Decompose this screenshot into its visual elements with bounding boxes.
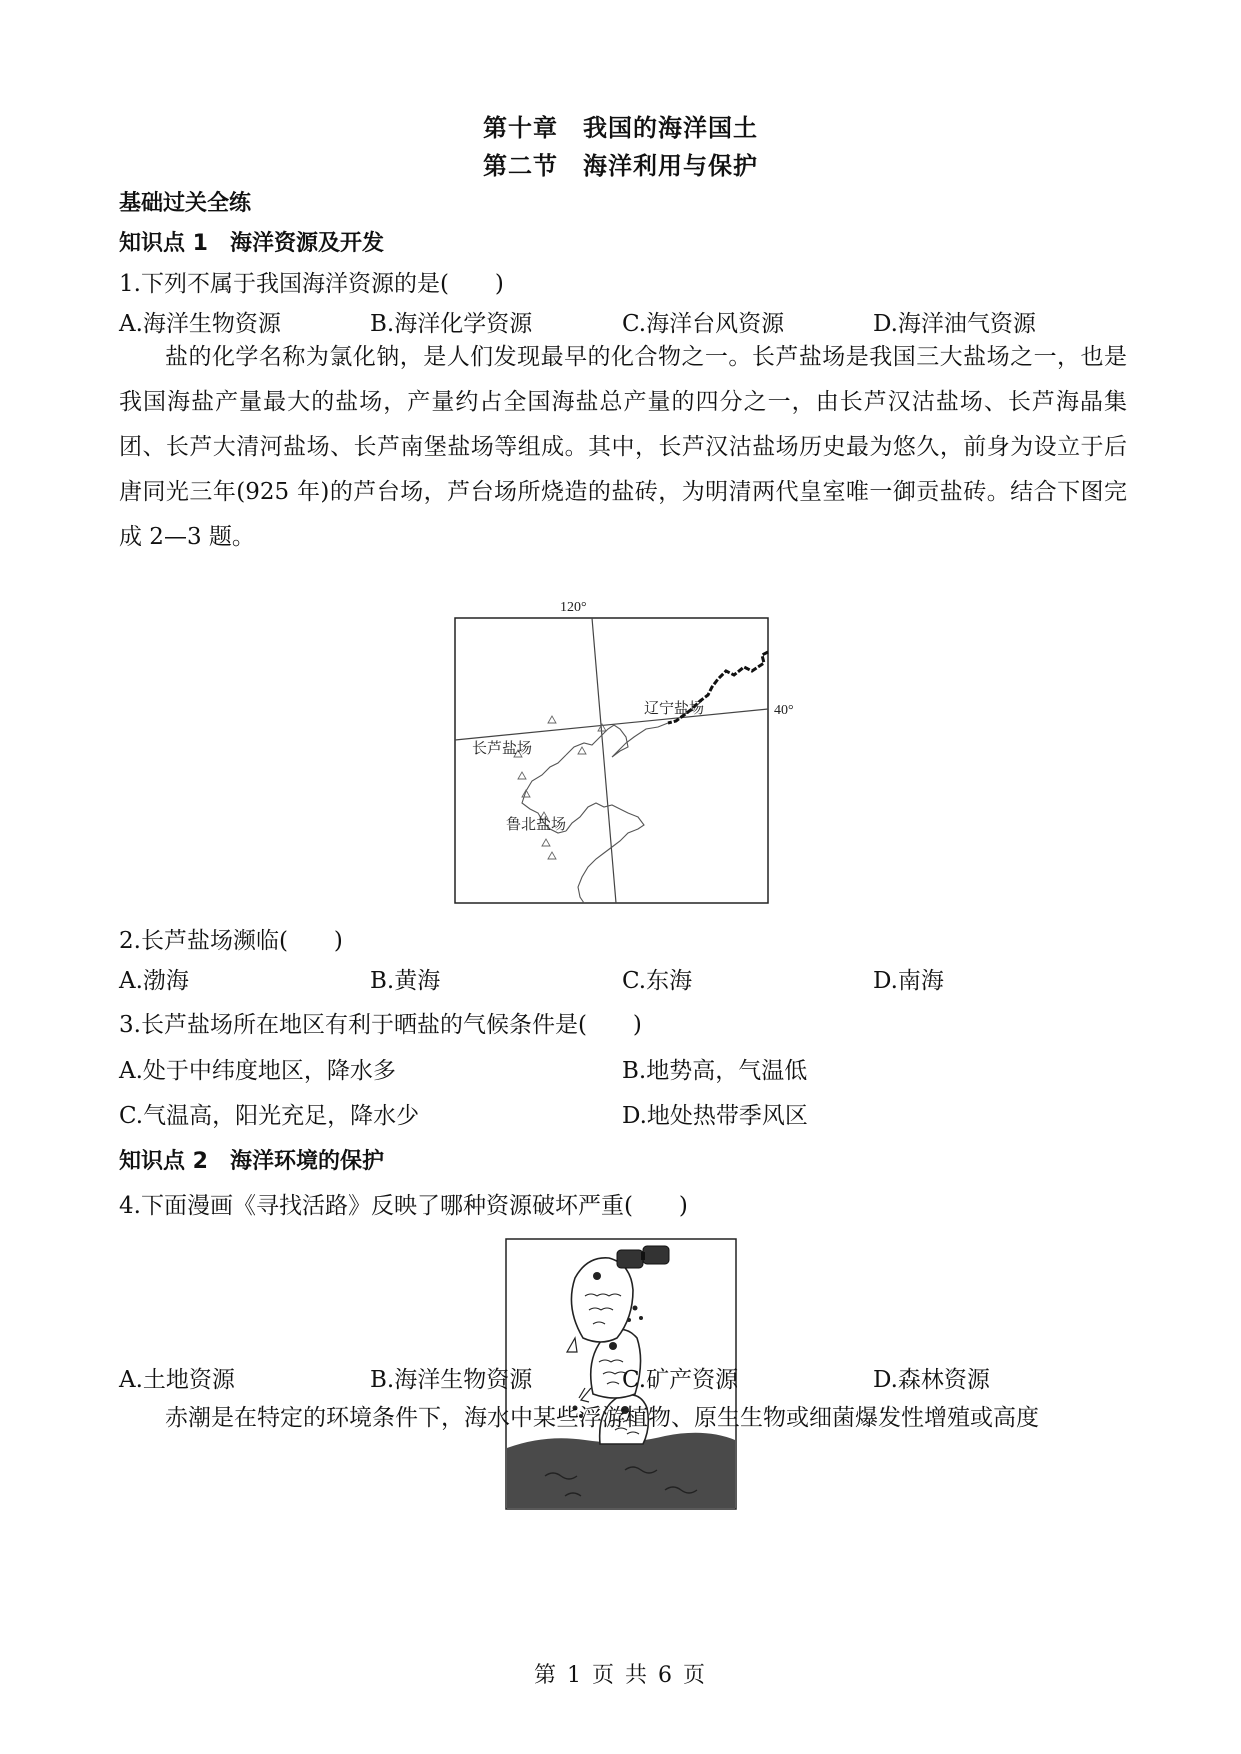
question-4-option-a: A.土地资源 <box>119 1367 235 1393</box>
question-2-stem: 2.长芦盐场濒临( ) <box>119 928 343 954</box>
question-1-option-b: B.海洋化学资源 <box>370 311 533 337</box>
question-2-option-d: D.南海 <box>873 968 944 994</box>
latitude-label: 40° <box>774 703 794 718</box>
question-2-option-c: C.东海 <box>622 968 693 994</box>
knowledge-point-1: 知识点 1 海洋资源及开发 <box>119 231 384 256</box>
question-3-option-a: A.处于中纬度地区，降水多 <box>119 1058 396 1084</box>
question-4-option-b: B.海洋生物资源 <box>370 1367 533 1393</box>
page-footer: 第 1 页 共 6 页 <box>534 1663 707 1688</box>
chapter-title: 第十章 我国的海洋国土 <box>483 114 758 142</box>
question-3-option-d: D.地处热带季风区 <box>622 1103 808 1129</box>
map-label-changlu: 长芦盐场 <box>472 739 533 757</box>
question-1-option-d: D.海洋油气资源 <box>873 311 1036 337</box>
map-frame <box>455 618 768 903</box>
knowledge-point-2: 知识点 2 海洋环境的保护 <box>119 1149 384 1174</box>
practice-title: 基础过关全练 <box>119 191 252 216</box>
question-2-option-b: B.黄海 <box>370 968 441 994</box>
question-4-option-c: C.矿产资源 <box>622 1367 739 1393</box>
question-4-option-d: D.森林资源 <box>873 1367 990 1393</box>
question-4-stem: 4.下面漫画《寻找活路》反映了哪种资源破坏严重( ) <box>119 1193 688 1219</box>
passage-red-tide: 赤潮是在特定的环境条件下，海水中某些浮游植物、原生生物或细菌爆发性增殖或高度 <box>165 1405 1039 1431</box>
question-1-option-c: C.海洋台风资源 <box>622 311 785 337</box>
section-title: 第二节 海洋利用与保护 <box>483 152 758 180</box>
salt-field-map <box>430 597 800 907</box>
question-3-option-b: B.地势高，气温低 <box>622 1058 808 1084</box>
question-1-option-a: A.海洋生物资源 <box>119 311 281 337</box>
longitude-label: 120° <box>560 600 587 615</box>
question-3-stem: 3.长芦盐场所在地区有利于晒盐的气候条件是( ) <box>119 1012 642 1038</box>
question-2-option-a: A.渤海 <box>119 968 189 994</box>
passage-salt-field: 盐的化学名称为氯化钠，是人们发现最早的化合物之一。长芦盐场是我国三大盐场之一，也是我国海盐产量最大的盐场，产量约占全国海盐总产量的四分之一，由长芦汉沽盐场、长芦海晶集团、长芦大清河盐场、长芦南堡盐场等组成。其中，长芦汉沽盐场历史最为悠久，前身为设立于后唐同光三年(925 年)的芦台场，芦台场所烧造的盐砖，为明清两代皇室唯一御贡盐砖。结合下图完成 2—3 题。 <box>119 344 1127 550</box>
question-3-option-c: C.气温高，阳光充足，降水少 <box>119 1103 420 1129</box>
map-label-lubei: 鲁北盐场 <box>506 815 567 833</box>
question-1-stem: 1.下列不属于我国海洋资源的是( ) <box>119 271 504 297</box>
map-label-liaoning: 辽宁盐场 <box>644 699 705 717</box>
